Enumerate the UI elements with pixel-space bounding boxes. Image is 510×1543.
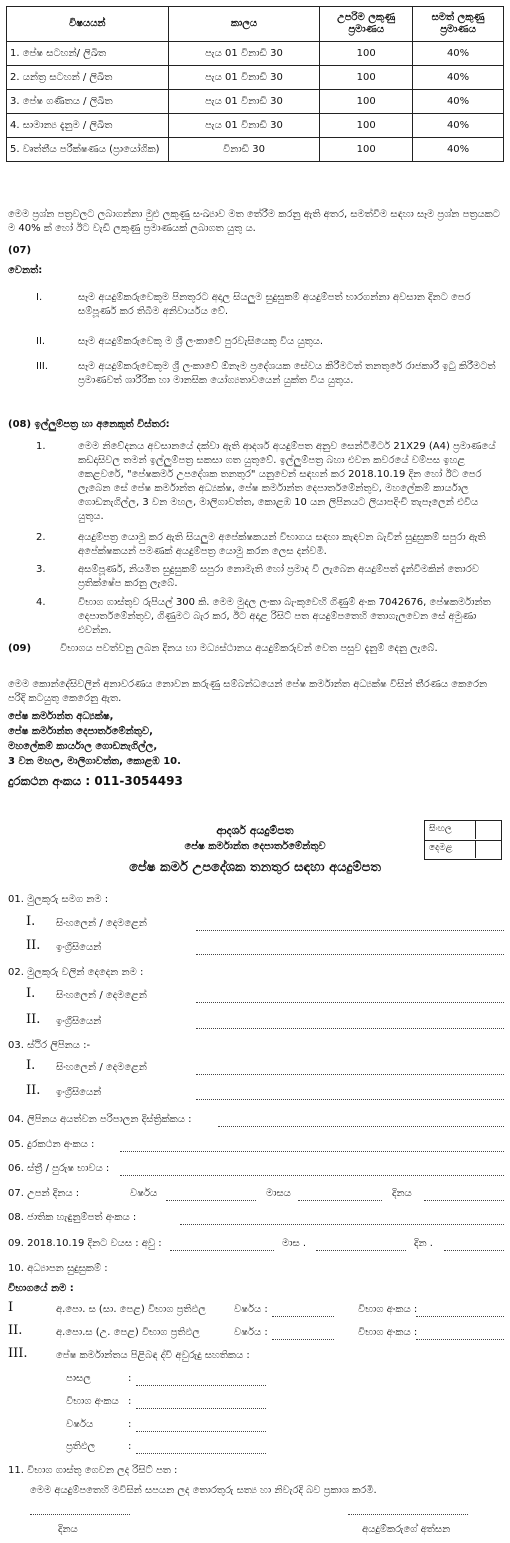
table-cell: 100 (320, 138, 413, 162)
address-line-2: පේෂ කර්මාන්ත දෙපාර්තමේන්තුව, (8, 726, 153, 737)
section-08-item-4-text: විභාග ගාස්තුව රුපියල් 300 කි. මෙම මුදල ලංකා බැංකුවෙහි ගිණුම් අංක 7042676, පේෂකර්මාන්ත දෙපාර්තමේන්තුව, ගිණුමට බැර කර, ඊට අදාළ රිසිට් පත අයදුම්පතෙහි තොගැලවෙන සේ අමුණා එවන්න. (78, 597, 491, 636)
section-08-item-3-number: 3. (36, 564, 46, 575)
field-04-label: 04. ලිපිනය අයත්වන පරිපාලන දිස්ත්‍රික්කය : (8, 1114, 192, 1125)
col-header-max-marks: උපරිම ලකුණු ප්‍රමාණය (320, 7, 413, 42)
section-07-item-2-number: II. (36, 336, 46, 347)
exam-al-index-input[interactable] (416, 1339, 504, 1340)
table-cell: 1. පේෂ සටහන්/ ලිඛිත (7, 42, 169, 66)
roman-numeral: II. (26, 1012, 41, 1027)
table-header-row (7, 7, 504, 42)
field-06-input[interactable] (120, 1175, 504, 1176)
table-row (7, 66, 504, 90)
table-row (7, 42, 504, 66)
field-06-label: 06. ස්ත්‍රී / පුරුෂ භාවය : (8, 1163, 110, 1174)
field-05-label: 05. දුරකථන අංකය : (8, 1139, 95, 1150)
table-cell: 100 (320, 66, 413, 90)
section-08-item-3-text: අසම්පූර්ණ, නියමිත සුදුසුකම් සපුරා නොමැති හෝ ප්‍රමාද වී ලැබෙන අයදුම්පත් දැන්වීමකින් තොරව ප්‍රතික්ෂේප කරනු ලැබේ. (78, 564, 479, 589)
table-row (7, 138, 504, 162)
table-cell: 40% (413, 114, 504, 138)
exam-al-year-label: වර්ෂය : (234, 1327, 268, 1338)
section-07-item-3-number: III. (36, 361, 49, 372)
col-header-subject: විෂයයන් (7, 7, 169, 42)
exam-ol-year-input[interactable] (272, 1316, 334, 1317)
field-02-ii-input[interactable] (196, 1028, 504, 1029)
section-08-item-1-number: 1. (36, 441, 46, 452)
exam-subjects-table (6, 6, 504, 162)
roman-numeral: II. (26, 938, 41, 953)
section-09-number: (09) (8, 643, 32, 654)
pass-marks-paragraph: මෙම ප්‍රශ්න පත්‍රවලට ලබාගන්නා මුළු ලකුණු සංඛ්‍යාව මත තේරීම කරනු ඇති අතර, සමත්වීම සඳහා සෑම ප්‍රශ්න පත්‍රයකට ම 40% ක් හෝ ඊට වැඩි ලකුණු ප්‍රමාණයක් ලබාගත යුතු ය. (8, 209, 500, 234)
table-cell: 100 (320, 42, 413, 66)
field-08-input[interactable] (180, 1224, 504, 1225)
table-cell: 100 (320, 114, 413, 138)
language-tamil-row (425, 840, 501, 859)
field-09-days-input[interactable] (444, 1250, 504, 1251)
field-07-year-label: වර්ෂය (130, 1188, 158, 1199)
table-cell: 40% (413, 66, 504, 90)
sign-date-input[interactable] (30, 1514, 130, 1515)
field-04-input[interactable] (218, 1126, 504, 1127)
field-09-months-input[interactable] (316, 1250, 406, 1251)
field-02-i-input[interactable] (196, 1002, 504, 1003)
field-02-ii-label: ඉංග්‍රීසියෙන් (56, 1016, 102, 1027)
form-heading-title: පේෂ කර්ම උපදේශක තනතුර සඳහා අයදුම්පත (129, 860, 381, 875)
cert-school-input[interactable] (136, 1385, 266, 1386)
signature-input[interactable] (348, 1514, 468, 1515)
exam-ol-index-label: විභාග අංකය : (358, 1304, 418, 1315)
table-row (7, 90, 504, 114)
cert-result-input[interactable] (136, 1453, 266, 1454)
language-sinhala-row (425, 821, 501, 840)
col-header-pass-marks: සමත් ලකුණු ප්‍රමාණය (413, 7, 504, 42)
col-header-duration: කාලය (168, 7, 320, 42)
exam-name-title: විභාගයේ නම : (8, 1283, 74, 1294)
sign-date-label: දිනය (58, 1524, 78, 1535)
section-07-number: (07) (8, 245, 32, 256)
language-box (424, 820, 502, 860)
phone-number: දුරකථන අංකය : 011-3054493 (8, 774, 183, 788)
field-03-i-label: සිංහලෙන් / දෙමළෙන් (56, 1062, 147, 1073)
cert-result-label: ප්‍රතිඵල (66, 1441, 96, 1452)
exam-ol-index-input[interactable] (416, 1316, 504, 1317)
cert-year-input[interactable] (136, 1431, 266, 1432)
field-03-ii-label: ඉංග්‍රීසියෙන් (56, 1087, 102, 1098)
language-tamil-label: දෙමළ (429, 843, 453, 853)
field-10-label: 10. අධ්‍යාපන සුදුසුකම් : (8, 1263, 108, 1274)
roman-numeral: II. (26, 1083, 41, 1098)
section-07-item-2-text: සෑම අයදුම්කරුවෙකු ම ශ්‍රී ලංකාවේ පුරවැසියෙකු විය යුතුය. (78, 336, 324, 347)
field-05-input[interactable] (120, 1151, 504, 1152)
table-cell: 40% (413, 90, 504, 114)
exam-al-year-input[interactable] (272, 1339, 334, 1340)
section-08-item-4-number: 4. (36, 597, 46, 608)
table-cell: පැය 01 විනාඩි 30 (168, 114, 320, 138)
field-07-month-input[interactable] (298, 1200, 382, 1201)
roman-numeral: II. (8, 1323, 23, 1338)
section-07-item-1-text: සෑම අයදුම්කරුවෙකුම පිනතුරට අදාල සියලුම සුදුසුකම් අයදුම්පත් භාරගන්නා අවසාන දිනට පෙර සම්පූර්ණ කර තිබීම අනිවාර්යය වේ. (78, 292, 471, 317)
table-cell: 40% (413, 42, 504, 66)
table-cell: පැය 01 විනාඩි 30 (168, 66, 320, 90)
closing-paragraph: මෙම කොන්දේසිවලින් අනාවරණය නොවන කරුණු සම්බන්ධයෙන් පේෂ කර්මාන්ත අධ්‍යක්ෂ විසින් තීරණය කෙරෙන පරිදි කටයුතු කෙරෙනු ඇත. (8, 679, 488, 704)
field-09-label: 09. 2018.10.19 දිනට වයස : අවු : (8, 1238, 162, 1249)
field-02-i-label: සිංහලෙන් / දෙමළෙන් (56, 990, 147, 1001)
cert-index-input[interactable] (136, 1408, 266, 1409)
roman-numeral: III. (8, 1346, 28, 1361)
roman-numeral: I. (26, 1058, 36, 1073)
section-07-item-1-number: I. (36, 292, 43, 303)
roman-numeral: I. (26, 914, 36, 929)
applicant-signature-label: අයදුම්කරුගේ අත්සන (362, 1524, 451, 1535)
exam-ol-year-label: වර්ෂය : (234, 1304, 268, 1315)
table-row (7, 114, 504, 138)
field-07-label: 07. උපන් දිනය : (8, 1188, 80, 1199)
document-page: විෂයයන් කාලය උපරිම ලකුණු ප්‍රමාණය සමත් ලකුණු ප්‍රමාණය 1. පේෂ සටහන්/ ලිඛිත පැය 01 විනාඩි 30 100 40% 2. යන්ත්‍ර සටහන් / ලිඛිත පැය 01 විනාඩි 30 100 40% 3. පේෂ ගණිතය / ලිඛිත පැය 01 විනාඩි 30 100 40% 4. සාමාන්‍ය දැනුම / ලිඛිත පැය 01 විනාඩි 30 100 40% 5. වෘත්තීය පරීක්ෂණය (ප්‍රායෝගික) විනාඩි 30 100 40% මෙම ප්‍රශ්න පත්‍රවලට ලබාගන්නා මුළු ලකුණු සංඛ්‍යාව මත තේරීම කරනු ඇති අතර, සමත්වීම සඳහා සෑම ප්‍රශ්න පත්‍රයකට ම 40% ක් හෝ ඊට වැඩි ලකුණු ප්‍රමාණයක් ලබාගත යුතු ය. (07) වෙනත්: I. සෑම අයදුම්කරුවෙකුම පිනතුරට අදාල සියලුම සුදුසුකම් අයදුම්පත් භාරගන්නා අවසාන දිනට පෙර සම්පූර්ණ කර තිබීම අනිවාර්යය වේ. II. සෑම අයදුම්කරුවෙකු ම ශ්‍රී ලංකාවේ පුරවැසියෙකු විය යුතුය. III. සෑම අයදුම්කරුවෙකුම ශ්‍රී ලංකාවේ ඕනෑම ප්‍රදේශයක සේවය කිරීමටත් තනතුරේ රාජකාරී ඉටු කිරීමටත් ප්‍රමාණවත් ශාරීරික හා මානසික යෝග්‍යතාවයෙන් යුක්ත විය යුතුය. (08) ඉල්ලුම්පත්‍ර හා අනෙකුත් විස්තර: 1. මෙම නිවේදනය අවසානයේ දක්වා ඇති ආදර්ශ අයදුම්පත අනුව සෙන්ටිමීටර් 21X29 (A4) ප්‍රමාණයේ කඩදාසිවල තමන් ඉල්ලුම්පත්‍ර සකසා ගත යුතුවේ. ඉල්ලුම්පත්‍ර බහා එවන කවරයේ වම්පස ඉහළ කෙළවරේ, "පේෂකර්ම උපදේශක තනතුර" යනුවෙන් සඳහන් කර 2018.10.19 දින හෝ ඊට පෙර ලැබෙන සේ පේෂ කර්මාන්ත අධ්‍යක්ෂ, පේෂ කර්මාන්ත දෙපාර්තමේන්තුව, මහලේකම් කාර්යාල ගොඩනැගිල්ල, 3 වන මහල, මාලිගාවත්ත, කොළඹ 10 යන ලිපිනයට ලියාපදිංචි තැපෑලෙන් එවිය යුතුය. 2. අයදුම්පත්‍ර යොමු කර ඇති සියලුම අපේක්ෂකයන් විභාගය සඳහා කැඳවන බැවින් සුදුසුකම් සපුරා ඇති අපේක්ෂකයන් පමණක් අයදුම්පත්‍ර යොමු කරන ලෙස දන්වමි. 3. අසම්පූර්ණ, නියමිත සුදුසුකම් සපුරා නොමැති හෝ ප්‍රමාද වී ලැබෙන අයදුම්පත් දැන්වීමකින් තොරව ප්‍රතික්ෂේප කරනු ලැබේ. 4. විභාග ගාස්තුව රුපියල් 300 කි. මෙම මුදල ලංකා බැංකුවෙහි ගිණුම් අංක 7042676, පේෂකර්මාන්ත දෙපාර්තමේන්තුව, ගිණුමට බැර කර, ඊට අදාළ රිසිට් පත අයදුම්පතෙහි තොගැලවෙන සේ අමුණා එවන්න. (09) විභාගය පවත්වනු ලබන දිනය හා මධ්‍යස්ථානය අයදුම්කරුවන් වෙත පසුව දැනුම් දෙනු ලැබේ. මෙම කොන්දේසිවලින් අනාවරණය නොවන කරුණු සම්බන්ධයෙන් පේෂ කර්මාන්ත අධ්‍යක්ෂ විසින් තීරණය කෙරෙන පරිදි කටයුතු කෙරෙනු ඇත. පේෂ කර්මාන්ත අධ්‍යක්ෂ, පේෂ කර්මාන්ත දෙපාර්තමේන්තුව, මහලේකම් කාර්යාල ගොඩනැගිල්ල, 3 වන මහල, මාලිගාවත්ත, කොළඹ 10. දුරකථන අංකය : 011-3054493 ආදර්ශ අයදුම්පත පේෂ කර්මාන්ත දෙපාර්තමේන්තුව පේෂ කර්ම උපදේශක තනතුර සඳහා අයදුම්පත සිංහල දෙමළ 01. මුලකුරු සමග නම : I. සිංහලෙන් / දෙමළෙන් II. ඉංග්‍රීසියෙන් 02. මුලකුරු වලින් දෙදෙන නම : I. සිංහලෙන් / දෙමළෙන් II. ඉංග්‍රීසියෙන් 03. ස්ථිර ලිපිනය :- I. සිංහලෙන් / දෙමළෙන් II. ඉංග්‍රීසියෙන් 04. ලිපිනය අයත්වන පරිපාලන දිස්ත්‍රික්කය : 05. දුරකථන අංකය : 06. ස්ත්‍රී / පුරුෂ භාවය : 07. උපන් දිනය : වර්ෂය මාසය දිනය 08. ජාතික හැඳුනුම්පත් අංකය : 09. 2018.10.19 දිනට වයස : අවු : මාස . දින . 10. අධ්‍යාපන සුදුසුකම් : විභාගයේ නම : I අ.පො. ස (සා. පෙළ) විභාග ප්‍රතිඵල වර්ෂය : විභාග අංකය : II. අ.පො.ස (උ. පෙළ) විභාග ප්‍රතිඵල වර්ෂය : විභාග අංකය : III. පේෂ කර්මාන්තය පිළිබඳ ද්වි අවුරුදු සහතිකය : පාසල : විභාග අංකය : වර්ෂය : ප්‍රතිඵල : 11. විභාග ගාස්තු ගෙවන ලද රිසිට් පත : මෙම අයදුම්පතෙහි මවිසින් සපයන ලද තොරතුරු සත්‍ය හා නිවැරදි බව ප්‍රකාශ කරමි. දිනය අයදුම්කරුගේ අත්සන (0, 0, 510, 1543)
section-09-text: විභාගය පවත්වනු ලබන දිනය හා මධ්‍යස්ථානය අයදුම්කරුවන් වෙත පසුව දැනුම් දෙනු ලැබේ. (60, 643, 438, 654)
field-01-ii-input[interactable] (196, 954, 504, 955)
table-cell: 100 (320, 90, 413, 114)
field-02-label: 02. මුලකුරු වලින් දෙදෙන නම : (8, 967, 144, 978)
form-heading-department: පේෂ කර්මාන්ත දෙපාර්තමේන්තුව (184, 841, 326, 852)
section-07-item-3-text: සෑම අයදුම්කරුවෙකුම ශ්‍රී ලංකාවේ ඕනෑම ප්‍රදේශයක සේවය කිරීමටත් තනතුරේ රාජකාරී ඉටු කිරීමටත් ප්‍රමාණවත් ශාරීරික හා මානසික යෝග්‍යතාවයෙන් යුක්ත විය යුතුය. (78, 361, 496, 386)
section-08-item-2-text: අයදුම්පත්‍ර යොමු කර ඇති සියලුම අපේක්ෂකයන් විභාගය සඳහා කැඳවන බැවින් සුදුසුකම් සපුරා ඇති අපේක්ෂකයන් පමණක් අයදුම්පත්‍ර යොමු කරන ලෙස දන්වමි. (78, 532, 486, 557)
roman-numeral: I (8, 1300, 14, 1315)
table-cell: 5. වෘත්තීය පරීක්ෂණය (ප්‍රායෝගික) (7, 138, 169, 162)
field-03-ii-input[interactable] (196, 1099, 504, 1100)
field-01-label: 01. මුලකුරු සමග නම : (8, 894, 109, 905)
exam-al-label: අ.පො.ස (උ. පෙළ) විභාග ප්‍රතිඵල (56, 1327, 200, 1338)
field-07-year-input[interactable] (166, 1200, 256, 1201)
language-tamil-checkbox[interactable] (475, 840, 501, 858)
declaration-text: මෙම අයදුම්පතෙහි මවිසින් සපයන ලද තොරතුරු සත්‍ය හා නිවැරදි බව ප්‍රකාශ කරමි. (30, 1485, 377, 1496)
table-cell: පැය 01 විනාඩි 30 (168, 42, 320, 66)
field-03-label: 03. ස්ථිර ලිපිනය :- (8, 1040, 91, 1051)
field-07-month-label: මාසය (266, 1188, 291, 1199)
exam-al-index-label: විභාග අංකය : (358, 1327, 418, 1338)
section-08-item-2-number: 2. (36, 532, 46, 543)
table-cell: 4. සාමාන්‍ය දැනුම / ලිඛිත (7, 114, 169, 138)
cert-year-label: වර්ෂය (66, 1419, 94, 1430)
table-cell: 2. යන්ත්‍ර සටහන් / ලිඛිත (7, 66, 169, 90)
address-line-3: මහලේකම් කාර්යාල ගොඩනැගිල්ල, (8, 741, 158, 752)
field-09-month-label: මාස . (282, 1238, 307, 1249)
field-09-day-label: දින . (414, 1238, 433, 1249)
table-cell: 40% (413, 138, 504, 162)
exam-ol-label: අ.පො. ස (සා. පෙළ) විභාග ප්‍රතිඵල (56, 1304, 206, 1315)
table-cell: විනාඩි 30 (168, 138, 320, 162)
field-03-i-input[interactable] (196, 1074, 504, 1075)
section-08-item-1-text: මෙම නිවේදනය අවසානයේ දක්වා ඇති ආදර්ශ අයදුම්පත අනුව සෙන්ටිමීටර් 21X29 (A4) ප්‍රමාණයේ කඩදාසිවල තමන් ඉල්ලුම්පත්‍ර සකසා ගත යුතුවේ. ඉල්ලුම්පත්‍ර බහා එවන කවරයේ වම්පස ඉහළ කෙළවරේ, "පේෂකර්ම උපදේශක තනතුර" යනුවෙන් සඳහන් කර 2018.10.19 දින හෝ ඊට පෙර ලැබෙන සේ පේෂ කර්මාන්ත අධ්‍යක්ෂ, පේෂ කර්මාන්ත දෙපාර්තමේන්තුව, මහලේකම් කාර්යාල ගොඩනැගිල්ල, 3 වන මහල, මාලිගාවත්ත, කොළඹ 10 යන ලිපිනයට ලියාපදිංචි තැපෑලෙන් එවිය යුතුය. (78, 441, 496, 522)
field-09-years-input[interactable] (170, 1250, 274, 1251)
roman-numeral: I. (26, 986, 36, 1001)
exam-certificate-label: පේෂ කර්මාන්තය පිළිබඳ ද්වි අවුරුදු සහතිකය : (56, 1350, 250, 1361)
field-01-i-input[interactable] (196, 930, 504, 931)
section-08-title: (08) ඉල්ලුම්පත්‍ර හා අනෙකුත් විස්තර: (8, 419, 170, 430)
form-heading-model: ආදර්ශ අයදුම්පත (216, 824, 294, 837)
field-11-label: 11. විභාග ගාස්තු ගෙවන ලද රිසිට් පත : (8, 1465, 178, 1476)
field-07-day-input[interactable] (424, 1200, 504, 1201)
field-01-i-label: සිංහලෙන් / දෙමළෙන් (56, 918, 147, 929)
language-sinhala-label: සිංහල (429, 824, 452, 834)
field-08-label: 08. ජාතික හැඳුනුම්පත් අංකය : (8, 1212, 137, 1223)
field-01-ii-label: ඉංග්‍රීසියෙන් (56, 942, 102, 953)
language-sinhala-checkbox[interactable] (475, 821, 501, 839)
address-line-1: පේෂ කර්මාන්ත අධ්‍යක්ෂ, (8, 711, 114, 722)
cert-index-label: විභාග අංකය (66, 1396, 119, 1407)
address-line-4: 3 වන මහල, මාලිගාවත්ත, කොළඹ 10. (8, 756, 181, 767)
cert-school-label: පාසල (66, 1373, 91, 1384)
section-07-title: වෙනත්: (8, 265, 43, 276)
table-cell: 3. පේෂ ගණිතය / ලිඛිත (7, 90, 169, 114)
field-07-day-label: දිනය (392, 1188, 412, 1199)
table-cell: පැය 01 විනාඩි 30 (168, 90, 320, 114)
